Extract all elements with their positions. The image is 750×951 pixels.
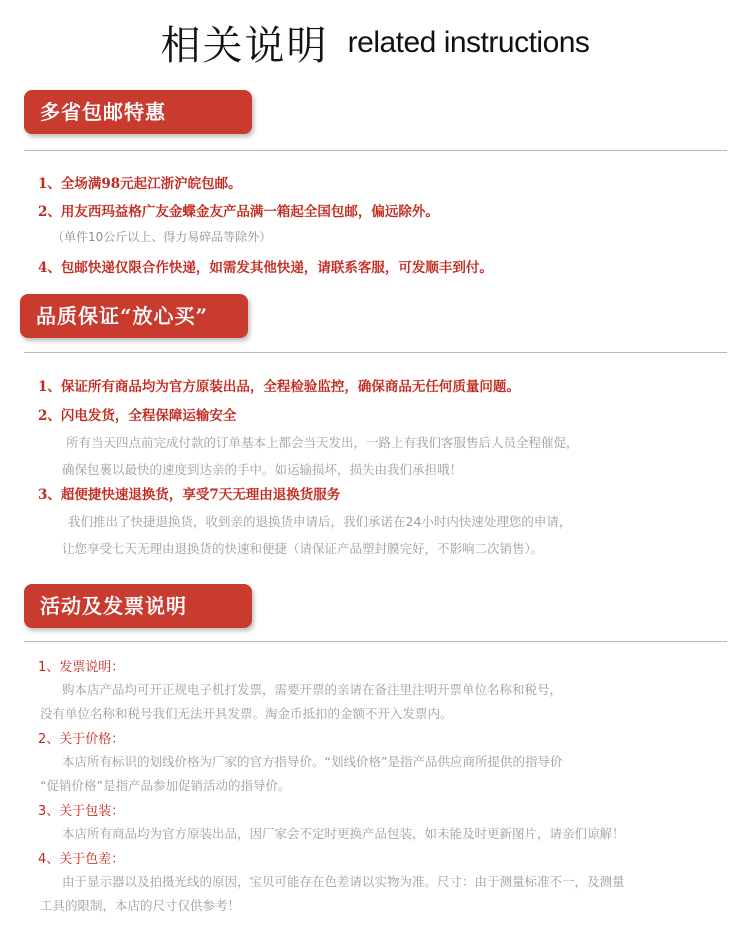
color-diff-text-1: 由于显示器以及拍摄光线的原因，宝贝可能存在色差请以实物为准。尺寸：由于测量标准不一，及测量 bbox=[62, 874, 625, 889]
divider bbox=[24, 150, 727, 151]
section-heading-activity-invoice: 活动及发票说明 bbox=[24, 584, 252, 628]
section-heading-quality: 品质保证“放心买” bbox=[20, 294, 248, 338]
divider bbox=[24, 352, 727, 353]
quality-text-2: 确保包裹以最快的速度到达亲的手中。如运输损坏，损失由我们承担哦！ bbox=[62, 462, 463, 477]
color-diff-text-2: 工具的限制，本店的尺寸仅供参考！ bbox=[40, 898, 241, 913]
page-title-english: related instructions bbox=[347, 25, 590, 59]
shipping-note: （单件10公斤以上、得力易碎品等除外） bbox=[52, 230, 272, 244]
shipping-line-2: 2、用友西玛益格广友金蝶金友产品满一箱起全国包邮，偏远除外。 bbox=[38, 204, 439, 220]
quality-line-1: 1、保证所有商品均为官方原装出品，全程检验监控，确保商品无任何质量问题。 bbox=[38, 379, 520, 395]
invoice-text-2: 没有单位名称和税号我们无法开具发票。淘金币抵扣的金额不开入发票内。 bbox=[40, 706, 453, 721]
shipping-line-1: 1、全场满98元起江浙沪皖包邮。 bbox=[38, 176, 242, 192]
quality-line-3: 3、超便捷快速退换货，享受7天无理由退换货服务 bbox=[38, 487, 341, 503]
page-title bbox=[0, 14, 750, 71]
invoice-text-1: 购本店产品均可开正规电子机打发票，需要开票的亲请在备注里注明开票单位名称和税号， bbox=[62, 682, 563, 697]
packaging-text: 本店所有商品均为官方原装出品，因厂家会不定时更换产品包装，如未能及时更新图片，请亲们谅解！ bbox=[62, 826, 625, 841]
quality-text-3: 我们推出了快捷退换货，收到亲的退换货申请后，我们承诺在24小时内快速处理您的申请， bbox=[68, 514, 572, 529]
divider bbox=[24, 641, 727, 642]
section-heading-free-shipping: 多省包邮特惠 bbox=[24, 90, 252, 134]
shipping-line-4: 4、包邮快递仅限合作快递，如需发其他快递，请联系客服，可发顺丰到付。 bbox=[38, 260, 493, 276]
price-heading: 2、关于价格： bbox=[38, 732, 125, 747]
quality-text-4: 让您享受七天无理由退换货的快速和便捷（请保证产品塑封膜完好，不影响二次销售）。 bbox=[62, 541, 544, 556]
invoice-heading: 1、发票说明： bbox=[38, 660, 125, 675]
quality-text-1: 所有当天四点前完成付款的订单基本上都会当天发出，一路上有我们客服售后人员全程催促， bbox=[66, 435, 579, 450]
price-text-1: 本店所有标识的划线价格为厂家的官方指导价。“划线价格”是指产品供应商所提供的指导价 bbox=[62, 754, 563, 769]
price-text-2: “促销价格”是指产品参加促销活动的指导价。 bbox=[40, 778, 291, 793]
color-diff-heading: 4、关于色差： bbox=[38, 852, 125, 867]
page-title-chinese: 相关说明 bbox=[160, 23, 329, 69]
quality-line-2: 2、闪电发货，全程保障运输安全 bbox=[38, 408, 237, 424]
packaging-heading: 3、关于包装： bbox=[38, 804, 125, 819]
